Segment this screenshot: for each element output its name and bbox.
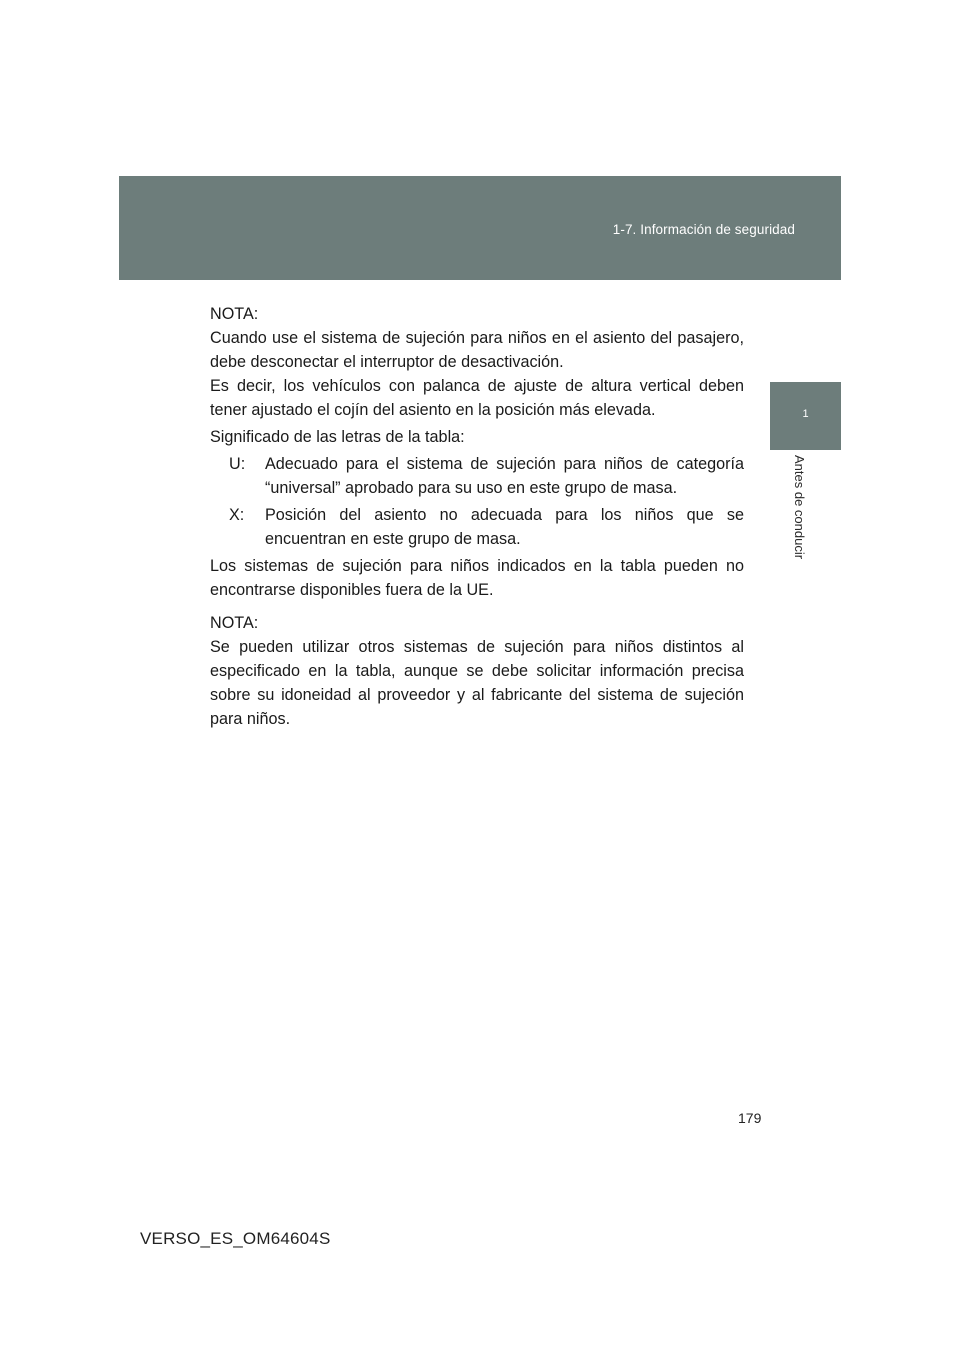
chapter-tab: [770, 382, 841, 450]
definition-row: [229, 503, 744, 551]
note-paragraph: Es decir, los vehículos con palanca de ajuste de altura vertical deben tener ajustado el cojín del asiento en la posición más elevada.: [210, 377, 744, 419]
chapter-number: 1: [802, 408, 809, 420]
definition-key: U:: [229, 455, 246, 473]
page-number: 179: [738, 1110, 762, 1126]
note-heading: NOTA:: [210, 614, 259, 632]
main-content: [210, 302, 744, 731]
definition-row: [229, 452, 744, 500]
chapter-label: Antes de conducir: [792, 455, 807, 560]
legend-intro: Significado de las letras de la tabla:: [210, 428, 465, 446]
note-paragraph: Cuando use el sistema de sujeción para niños en el asiento del pasajero, debe desconectar el interruptor de desactivación.: [210, 329, 744, 371]
definition-text: Posición del asiento no adecuada para los niños que se encuentran en este grupo de masa.: [265, 506, 744, 548]
definition-key: X:: [229, 506, 245, 524]
definition-text: Adecuado para el sistema de sujeción para niños de categoría “universal” aprobado para su uso en este grupo de masa.: [265, 455, 744, 497]
section-title: 1-7. Información de seguridad: [612, 222, 795, 237]
note-paragraph: Se pueden utilizar otros sistemas de sujeción para niños distintos al especificado en la tabla, aunque se debe solicitar información precisa sobre su idoneidad al proveedor y al fabricante del sistema de sujeción para niños.: [210, 638, 744, 728]
chapter-side-label: [792, 455, 812, 575]
header-band: [119, 176, 841, 280]
document-code: VERSO_ES_OM64604S: [140, 1229, 331, 1248]
note-heading: NOTA:: [210, 305, 259, 323]
availability-note: Los sistemas de sujeción para niños indicados en la tabla pueden no encontrarse disponibles fuera de la UE.: [210, 557, 744, 599]
